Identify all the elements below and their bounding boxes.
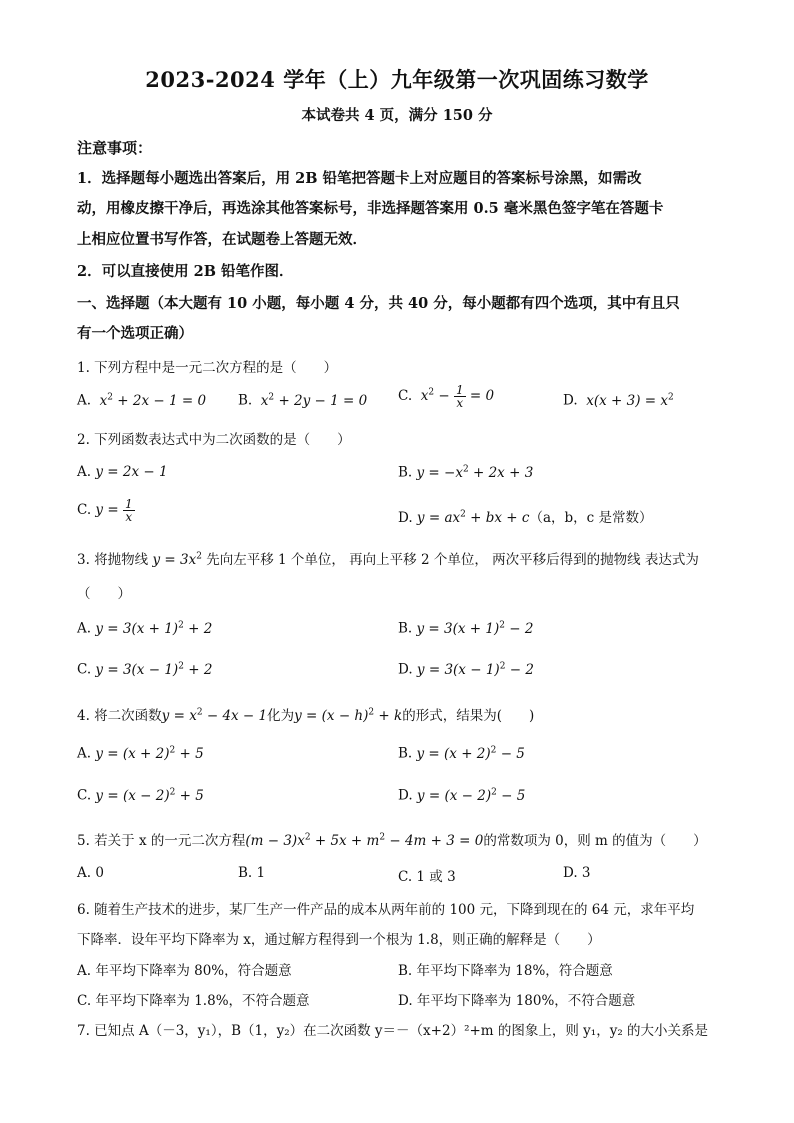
question-3-option-a: A. $y = 3(x + 1)^2 + 2$	[77, 620, 213, 637]
section-heading-line-1: 一、选择题（本大题有 10 小题，每小题 4 分，共 40 分，每小题都有四个选项，其中有且只	[77, 295, 680, 312]
page-title: 2023-2024 学年（上）九年级第一次巩固练习数学	[145, 67, 649, 92]
question-2-option-d: D. $y = ax^2$ + bx + c（a，b，c 是常数）	[398, 509, 653, 526]
question-6-option-b: B. 年平均下降率为 18%，符合题意	[398, 963, 613, 979]
notice-item-1-line-1: 1．选择题每小题选出答案后，用 2B 铅笔把答题卡上对应题目的答案标号涂黑，如需改	[77, 170, 642, 187]
question-4-stem: 4. 将二次函数$y = x^2 - 4x - 1$化为$y = (x - h)^2 + k$的形式，结果为( )	[77, 707, 535, 724]
question-2-option-b: B. $y = -x^2 + 2x + 3$	[398, 464, 534, 481]
notice-item-1-line-2: 动，用橡皮擦干净后，再选涂其他答案标号，非选择题答案用 0.5 毫米黑色签字笔在答题卡	[77, 200, 664, 217]
question-3-option-d: D. $y = 3(x - 1)^2 - 2$	[398, 661, 534, 678]
question-6-option-c: C. 年平均下降率为 1.8%，不符合题意	[77, 993, 310, 1009]
question-3-option-c: C. $y = 3(x - 1)^2 + 2$	[77, 661, 213, 678]
question-4-option-b: B. $y = (x + 2)^2 - 5$	[398, 745, 525, 762]
question-5-option-a: A. 0	[77, 865, 104, 881]
question-1-option-c: C. $x^2$ − $\frac{1}{x}$ = 0	[398, 383, 495, 410]
notice-heading: 注意事项：	[77, 139, 153, 157]
question-2-option-a: A. y = 2x − 1	[77, 464, 168, 480]
page-subtitle: 本试卷共 4 页，满分 150 分	[301, 107, 493, 124]
notice-item-2: 2．可以直接使用 2B 铅笔作图．	[77, 263, 294, 280]
question-1-stem: 1. 下列方程中是一元二次方程的是（ ）	[77, 360, 338, 376]
question-4-option-c: C. $y = (x - 2)^2 + 5$	[77, 787, 204, 804]
question-1-option-a: A. $x^2 + 2x - 1 = 0$	[77, 392, 207, 409]
question-7-stem: 7. 已知点 A（－3，y₁），B（1，y₂）在二次函数 y＝－（x+2）²+m 的图象上，则 y₁，y₂ 的大小关系是	[77, 1023, 709, 1039]
question-1-option-b: B. $x^2 + 2y - 1 = 0$	[238, 392, 368, 409]
question-3-paren: （ ）	[77, 586, 131, 602]
question-5-option-b: B. 1	[238, 865, 266, 881]
question-3-stem: 3. 将抛物线 $y = 3x^2$ 先向左平移 1 个单位， 再向上平移 2 个单位， 两次平移后得到的抛物线 表达式为	[77, 551, 699, 568]
question-4-option-a: A. $y = (x + 2)^2 + 5$	[77, 745, 204, 762]
question-6-line-1: 6. 随着生产技术的进步，某厂生产一件产品的成本从两年前的 100 元，下降到现在的 64 元，求年平均	[77, 902, 695, 918]
notice-item-1-line-3: 上相应位置书写作答，在试题卷上答题无效．	[77, 231, 367, 248]
question-2-option-c: C. y = $\frac{1}{x}$	[77, 497, 133, 524]
question-3-option-b: B. $y = 3(x + 1)^2 - 2$	[398, 620, 534, 637]
question-4-option-d: D. $y = (x - 2)^2 - 5$	[398, 787, 526, 804]
question-6-option-a: A. 年平均下降率为 80%，符合题意	[77, 963, 292, 979]
question-1-option-d: D. $x(x + 3) = x^2$	[563, 392, 674, 409]
question-6-line-2: 下降率．设年平均下降率为 x，通过解方程得到一个根为 1.8，则正确的解释是（ ）	[77, 932, 601, 948]
question-5-stem: 5. 若关于 x 的一元二次方程$(m - 3)x^2 + 5x + m^2 - 4m + 3 = 0$的常数项为 0，则 m 的值为（ ）	[77, 832, 707, 849]
question-2-stem: 2. 下列函数表达式中为二次函数的是（ ）	[77, 432, 351, 448]
question-6-option-d: D. 年平均下降率为 180%，不符合题意	[398, 993, 636, 1009]
question-5-option-c: C. 1 或 3	[398, 869, 456, 885]
section-heading-line-2: 有一个选项正确）	[77, 325, 193, 342]
question-5-option-d: D. 3	[563, 865, 591, 881]
